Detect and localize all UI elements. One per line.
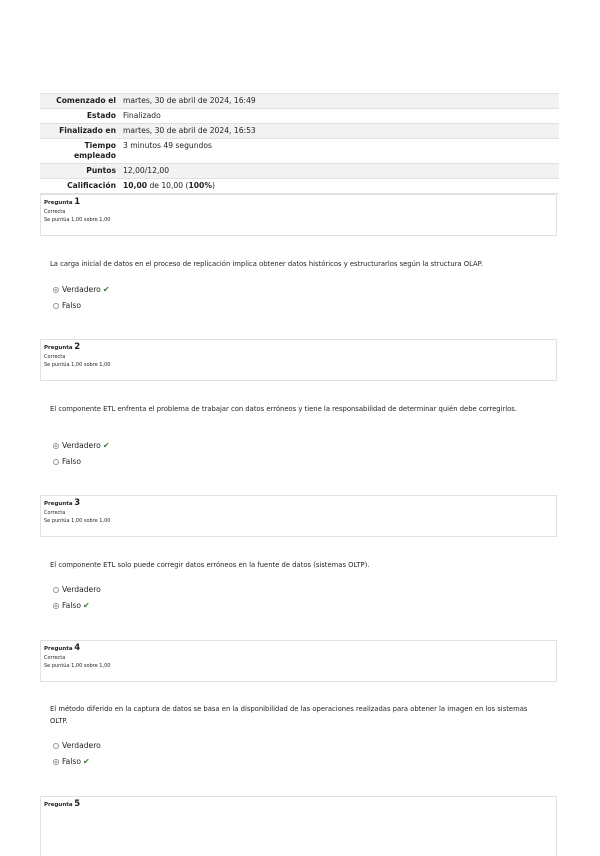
answer-true[interactable] bbox=[53, 741, 101, 751]
grade-percent: 100% bbox=[188, 181, 212, 190]
radio-icon[interactable] bbox=[53, 303, 59, 309]
answer-true[interactable] bbox=[53, 585, 101, 595]
question-score: Se puntúa 1,00 sobre 1,00 bbox=[44, 518, 111, 524]
question-number: 4 bbox=[74, 643, 81, 653]
answer-label: Verdadero bbox=[62, 285, 101, 294]
summary-value: 12,00/12,00 bbox=[123, 166, 170, 175]
summary-value: martes, 30 de abril de 2024, 16:49 bbox=[123, 96, 256, 105]
question-info-1 bbox=[40, 194, 557, 236]
question-number: 3 bbox=[74, 498, 81, 508]
correct-check-icon: ✔ bbox=[83, 757, 90, 766]
answer-false[interactable] bbox=[53, 757, 90, 767]
grade-score: 10,00 bbox=[123, 181, 148, 190]
question-info-4 bbox=[40, 640, 557, 682]
question-label: Pregunta bbox=[44, 200, 73, 206]
answer-label: Falso bbox=[62, 757, 82, 766]
answer-label: Verdadero bbox=[62, 585, 101, 594]
radio-selected-icon[interactable] bbox=[53, 759, 59, 765]
radio-icon[interactable] bbox=[53, 743, 59, 749]
answer-false[interactable] bbox=[53, 301, 81, 311]
question-score: Se puntúa 1,00 sobre 1,00 bbox=[44, 217, 111, 223]
attempt-summary-table bbox=[40, 93, 559, 194]
summary-label: Tiempo empleado bbox=[73, 141, 116, 160]
summary-value bbox=[120, 179, 559, 194]
question-number: 5 bbox=[74, 799, 81, 809]
question-status: Correcta bbox=[44, 509, 66, 516]
summary-row-time bbox=[40, 139, 559, 164]
question-status: Correcta bbox=[44, 654, 66, 661]
correct-check-icon: ✔ bbox=[102, 441, 110, 450]
grade-mid: de 10,00 ( bbox=[147, 181, 189, 190]
question-label: Pregunta bbox=[44, 345, 73, 351]
question-number: 1 bbox=[74, 197, 81, 207]
question-number: 2 bbox=[74, 342, 81, 352]
summary-value: martes, 30 de abril de 2024, 16:53 bbox=[123, 126, 256, 135]
question-status: Correcta bbox=[44, 353, 66, 360]
answer-false[interactable] bbox=[53, 601, 90, 611]
summary-row-finished bbox=[40, 124, 559, 139]
question-score: Se puntúa 1,00 sobre 1,00 bbox=[44, 362, 111, 368]
question-text: La carga inicial de datos en el proceso de replicación implica obtener datos históricos y estructurarlos según la structura OLAP. bbox=[50, 260, 483, 268]
question-info-2 bbox=[40, 339, 557, 381]
summary-row-points bbox=[40, 164, 559, 179]
grade-end: ) bbox=[211, 181, 215, 190]
question-label: Pregunta bbox=[44, 646, 73, 652]
question-info-3 bbox=[40, 495, 557, 537]
radio-icon[interactable] bbox=[53, 587, 59, 593]
question-info-5 bbox=[40, 796, 557, 856]
question-text: El componente ETL solo puede corregir datos erróneos en la fuente de datos (sistemas OLTP). bbox=[50, 561, 370, 569]
question-score: Se puntúa 1,00 sobre 1,00 bbox=[44, 663, 111, 669]
summary-label: Puntos bbox=[86, 166, 116, 175]
summary-row-grade bbox=[40, 179, 559, 194]
answer-label: Verdadero bbox=[62, 741, 101, 750]
question-label: Pregunta bbox=[44, 501, 73, 507]
question-text: El componente ETL enfrenta el problema de trabajar con datos erróneos y tiene la responsabilidad de determinar quién debe corregirlos. bbox=[50, 405, 518, 413]
question-status: Correcta bbox=[44, 208, 66, 215]
answer-label: Verdadero bbox=[62, 441, 101, 450]
question-text: El método diferido en la captura de datos se basa en la disponibilidad de las operaciones realizadas para obtener la imagen en los sistemas OLTP. bbox=[50, 705, 528, 725]
summary-row-state bbox=[40, 109, 559, 124]
summary-label: Calificación bbox=[67, 181, 116, 190]
answer-true[interactable] bbox=[53, 285, 110, 295]
answer-false[interactable] bbox=[53, 457, 81, 467]
radio-icon[interactable] bbox=[53, 459, 59, 465]
answer-label: Falso bbox=[62, 601, 82, 610]
summary-label: Comenzado el bbox=[56, 96, 116, 105]
answer-true[interactable] bbox=[53, 441, 110, 451]
radio-selected-icon[interactable] bbox=[53, 603, 59, 609]
radio-selected-icon[interactable] bbox=[53, 443, 59, 449]
summary-value: 3 minutos 49 segundos bbox=[123, 141, 212, 150]
question-label: Pregunta bbox=[44, 802, 73, 808]
answer-label: Falso bbox=[62, 301, 82, 310]
summary-value: Finalizado bbox=[123, 111, 161, 120]
correct-check-icon: ✔ bbox=[83, 601, 90, 610]
summary-label: Finalizado en bbox=[59, 126, 116, 135]
summary-label: Estado bbox=[86, 111, 116, 120]
correct-check-icon: ✔ bbox=[102, 285, 110, 294]
summary-row-started bbox=[40, 94, 559, 109]
answer-label: Falso bbox=[62, 457, 82, 466]
radio-selected-icon[interactable] bbox=[53, 287, 59, 293]
